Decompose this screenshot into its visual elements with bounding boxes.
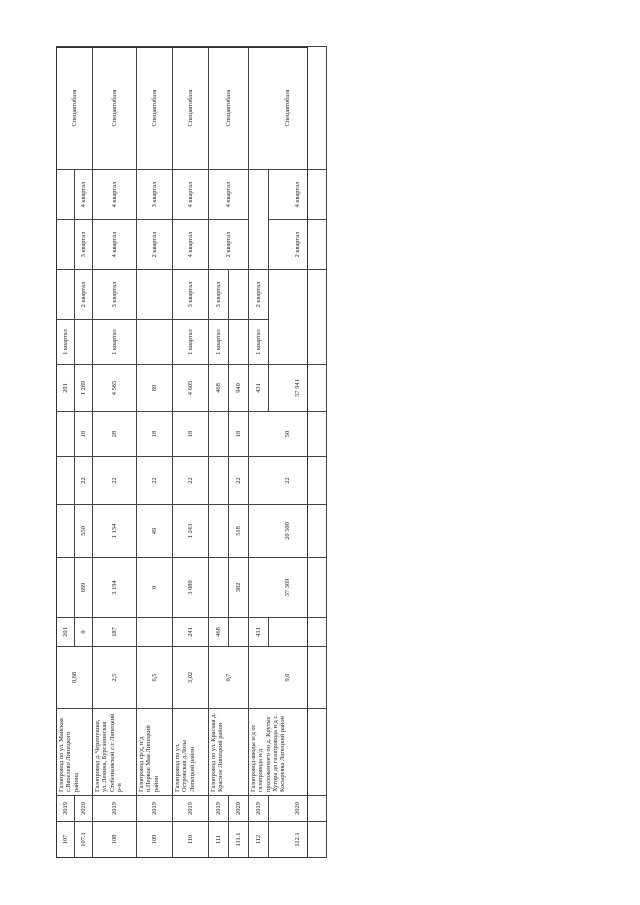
length-km: 2,5 — [93, 647, 137, 709]
object-name: Газопровод по ул. Майская с.Вяхелево Липецкого района — [57, 709, 93, 796]
quarter-cell: 1 квартал — [249, 320, 269, 365]
cost-cell: 22 — [173, 457, 209, 505]
quarter-cell: 2 квартал — [75, 270, 93, 320]
cost-cell: 241 — [173, 618, 209, 647]
quarter-cell: 3 квартал — [137, 170, 173, 220]
executor: Спецавтобаза — [249, 47, 327, 170]
total-cost: 57 941 — [269, 365, 327, 412]
quarter-cell: 4 квартал — [173, 220, 209, 270]
quarter-cell: 1 квартал — [209, 320, 229, 365]
length-km: 0,68 — [57, 647, 93, 709]
object-name: Газопровод ср/д, н/д п.Первое Мая Липецкий район — [137, 709, 173, 796]
cost-cell: 0 — [75, 618, 93, 647]
quarter-cell — [57, 220, 75, 270]
cost-cell: 49 — [137, 505, 173, 558]
row-year: 2020 — [229, 796, 249, 822]
cost-cell — [209, 412, 229, 457]
cost-cell — [269, 618, 327, 647]
cost-cell — [57, 505, 75, 558]
row-year: 2019 — [93, 796, 137, 822]
row-number: 107 — [57, 822, 75, 858]
cost-cell — [209, 457, 229, 505]
cost-cell: 50 — [249, 412, 327, 457]
row-number: 109 — [137, 822, 173, 858]
quarter-cell — [229, 270, 249, 320]
quarter-cell: 4 квартал — [75, 170, 93, 220]
row-number: 110 — [173, 822, 209, 858]
quarter-cell: 4 квартал — [209, 170, 249, 220]
executor: Спецавтобаза — [209, 47, 249, 170]
quarter-cell: 2 квартал — [249, 270, 269, 320]
cost-cell: 550 — [75, 505, 93, 558]
quarter-cell — [75, 320, 93, 365]
cost-cell: 3 080 — [173, 558, 209, 618]
total-cost: 89 — [137, 365, 173, 412]
total-cost: 1 289 — [75, 365, 93, 412]
table-row — [93, 47, 137, 858]
quarter-cell: 4 квартал — [173, 170, 209, 220]
cost-cell: 201 — [57, 618, 75, 647]
total-cost: 431 — [249, 365, 269, 412]
executor: Спецавтобаза — [173, 47, 209, 170]
quarter-cell: 2 квартал — [209, 220, 249, 270]
cost-cell: 18 — [173, 412, 209, 457]
cost-cell — [229, 618, 249, 647]
quarter-cell: 3 квартал — [75, 220, 93, 270]
row-number: 112 — [249, 822, 269, 858]
table-row — [173, 47, 209, 858]
quarter-cell: 2 квартал — [269, 220, 327, 270]
cost-cell: 22 — [137, 457, 173, 505]
cost-cell: 22 — [229, 457, 249, 505]
object-name: Газопровод д. Черемушки, ул. Ленина, Бурсанинская Стебенковской с/с Липецкий р-н — [93, 709, 137, 796]
cost-cell — [137, 618, 173, 647]
cost-cell: 1 243 — [173, 505, 209, 558]
cost-cell: 22 — [249, 457, 327, 505]
total-cost: 468 — [209, 365, 229, 412]
quarter-cell: 1 квартал — [93, 320, 137, 365]
table-row — [57, 47, 75, 858]
row-year: 2019 — [209, 796, 229, 822]
quarter-cell — [229, 320, 249, 365]
quarter-cell: 4 квартал — [93, 220, 137, 270]
cost-cell: 18 — [137, 412, 173, 457]
cost-cell: 3 194 — [93, 558, 137, 618]
row-year: 2019 — [249, 796, 269, 822]
total-cost: 4 605 — [173, 365, 209, 412]
executor: Спецавтобаза — [57, 47, 93, 170]
object-name: Газопровод-вводы н/д от газопровода н/д проложенного по д. Крутые Хутора до газопровода н/д с. Косыревка Липецкий район — [249, 709, 327, 796]
row-year: 2019 — [57, 796, 75, 822]
quarter-cell: 1 квартал — [57, 320, 75, 365]
object-name: Газопровод по ул. Красная д. Красное Липецкий район — [209, 709, 249, 796]
row-number: 108 — [93, 822, 137, 858]
row-number: 111.1 — [229, 822, 249, 858]
object-name: Газопровод по ул. Островская д.Лозы Липецкий район — [173, 709, 209, 796]
row-year: 2019 — [137, 796, 173, 822]
cost-cell — [57, 412, 75, 457]
quarter-cell — [137, 320, 173, 365]
total-cost: 4 565 — [93, 365, 137, 412]
quarter-cell — [269, 270, 327, 365]
cost-cell: 18 — [229, 412, 249, 457]
quarter-cell: 3 квартал — [93, 270, 137, 320]
table-row — [209, 47, 229, 858]
cost-cell: 431 — [249, 618, 269, 647]
rotated-table-sheet — [56, 47, 308, 858]
cost-cell: 518 — [229, 505, 249, 558]
quarter-cell: 2 квартал — [137, 220, 173, 270]
quarter-cell: 4 квартал — [93, 170, 137, 220]
length-km: 0,7 — [209, 647, 249, 709]
cost-cell: 0 — [137, 558, 173, 618]
cost-cell: 22 — [75, 457, 93, 505]
table-row — [249, 47, 269, 858]
quarter-cell: 3 квартал — [173, 270, 209, 320]
length-km: 3,02 — [173, 647, 209, 709]
cost-cell — [57, 558, 75, 618]
quarter-cell: 1 квартал — [173, 320, 209, 365]
cost-cell: 22 — [93, 457, 137, 505]
row-number: 111 — [209, 822, 229, 858]
row-year: 2020 — [269, 796, 327, 822]
quarter-cell: 4 квартал — [269, 170, 327, 220]
quarter-cell — [57, 170, 75, 220]
cost-cell: 18 — [75, 412, 93, 457]
row-number: 112.1 — [269, 822, 327, 858]
quarter-cell — [57, 270, 75, 320]
cost-cell — [57, 457, 75, 505]
cost-cell: 1 134 — [93, 505, 137, 558]
executor: Спецавтобаза — [137, 47, 173, 170]
total-cost: 940 — [229, 365, 249, 412]
cost-cell: 187 — [93, 618, 137, 647]
length-km: 9,6 — [249, 647, 327, 709]
cost-cell — [209, 505, 229, 558]
cost-cell: 699 — [75, 558, 93, 618]
quarter-cell: 3 квартал — [209, 270, 229, 320]
row-year: 2020 — [75, 796, 93, 822]
cost-cell: 28 — [93, 412, 137, 457]
cost-cell: 20 500 — [249, 505, 327, 558]
quarter-cell — [137, 270, 173, 320]
length-km: 6,5 — [137, 647, 173, 709]
total-cost: 201 — [57, 365, 75, 412]
executor: Спецавтобаза — [93, 47, 137, 170]
cost-cell: 468 — [209, 618, 229, 647]
quarter-cell — [249, 170, 269, 270]
cost-cell: 37 369 — [249, 558, 327, 618]
row-number: 107.1 — [75, 822, 93, 858]
row-year: 2019 — [173, 796, 209, 822]
gas-pipeline-schedule-table — [56, 46, 327, 858]
cost-cell — [209, 558, 229, 618]
table-row — [137, 47, 173, 858]
cost-cell: 382 — [229, 558, 249, 618]
